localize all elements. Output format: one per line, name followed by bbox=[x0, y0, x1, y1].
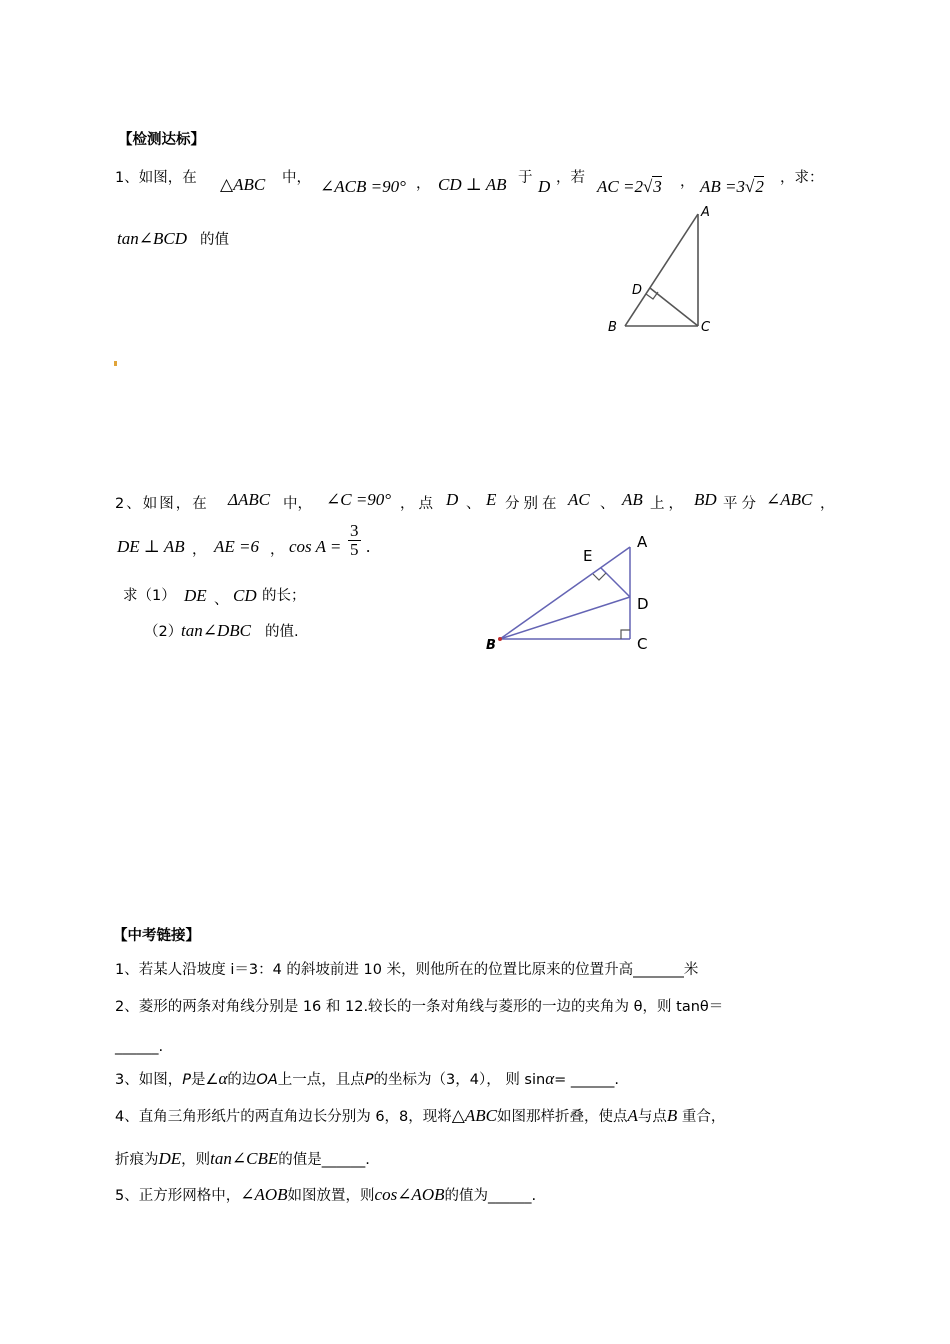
q1-point-d: D bbox=[538, 177, 551, 196]
q2-label-a: A bbox=[637, 533, 648, 551]
q1-ask-math: tan∠BCD bbox=[117, 229, 187, 248]
q1-comma1: ， bbox=[416, 176, 431, 192]
q2-zhong: 中， bbox=[283, 496, 312, 512]
q2-dun2: 、 bbox=[600, 496, 615, 512]
q2-segment-de bbox=[601, 568, 630, 597]
exam-question-1: 1、若某人沿坡度 i＝3：4 的斜坡前进 10 米，则他所在的位置比原来的位置升高_______米 bbox=[115, 962, 699, 978]
q2-c2: ， bbox=[270, 542, 285, 558]
q2-end1: ， bbox=[820, 496, 835, 512]
q1-qiu: ，求： bbox=[780, 170, 824, 186]
q2-fenbie: 分别在 bbox=[505, 496, 561, 512]
q2-angle: ∠C =90° bbox=[326, 490, 392, 509]
q1-label-c: C bbox=[701, 320, 711, 335]
q2-part1-cd: CD bbox=[233, 586, 257, 605]
q1-perp: CD ⊥ AB bbox=[438, 175, 507, 194]
exam-question-5: 5、正方形网格中，∠AOB如图放置，则cos∠AOB的值为______. bbox=[115, 1185, 537, 1204]
q2-cos: cos A = bbox=[289, 537, 342, 556]
q2-figure bbox=[480, 525, 670, 660]
q2-right-angle-e bbox=[593, 573, 606, 580]
stray-mark bbox=[114, 361, 117, 366]
q2-part2-math: tan∠DBC bbox=[181, 621, 251, 640]
q2-abc: ∠ABC bbox=[766, 490, 813, 509]
q2-point-b-dot bbox=[498, 637, 502, 641]
q2-dun: 、 bbox=[466, 496, 481, 512]
exam-question-4: 4、直角三角形纸片的两直角边长分别为 6，8，现将△ABC如图那样折叠，使点A与点B 重合， bbox=[115, 1106, 726, 1125]
q2-point-d: D bbox=[446, 490, 459, 509]
q2-ae: AE =6 bbox=[214, 537, 259, 556]
q2-triangle: ΔABC bbox=[228, 490, 271, 509]
q2-label-d: D bbox=[637, 595, 649, 613]
q1-ab-expr: AB =3√2 bbox=[700, 177, 764, 196]
q2-c1: ， bbox=[192, 542, 207, 558]
q2-de-perp: DE ⊥ AB bbox=[117, 537, 185, 556]
q2-bd: BD bbox=[694, 490, 717, 509]
q1-label-d: D bbox=[632, 283, 643, 298]
q2-part1-label: 求（1） bbox=[123, 588, 176, 604]
q2-dian: ，点 bbox=[400, 496, 437, 512]
q2-part1-dun: 、 bbox=[214, 592, 229, 608]
exam-question-2-blank: ______. bbox=[115, 1039, 164, 1055]
q2-intro: 2、如图，在 bbox=[115, 496, 209, 512]
q2-point-e: E bbox=[486, 490, 497, 509]
q2-period: . bbox=[366, 537, 371, 556]
q2-pingfen: 平分 bbox=[723, 496, 760, 512]
section-heading-check: 【检测达标】 bbox=[118, 132, 205, 148]
q2-shang: 上， bbox=[650, 496, 687, 512]
q2-right-angle-c bbox=[621, 630, 630, 639]
q1-intro: 1、如图，在 bbox=[115, 170, 197, 186]
q1-comma2: ， bbox=[680, 174, 695, 190]
exam-question-4-cont: 折痕为DE，则tan∠CBE的值是______. bbox=[115, 1149, 370, 1168]
q1-triangle: △ABC bbox=[220, 175, 266, 194]
q2-label-e: E bbox=[583, 547, 593, 565]
q2-part1-de: DE bbox=[184, 586, 207, 605]
q1-zhong: 中， bbox=[282, 170, 311, 186]
exam-question-3: 3、如图，P是∠α的边OA上一点，且点P的坐标为（3，4）， 则 sinα= ______. bbox=[115, 1069, 620, 1088]
q2-cos-fraction: $\frac{3}{5}$ bbox=[350, 521, 359, 559]
q2-ac: AC bbox=[568, 490, 590, 509]
q1-label-a: A bbox=[701, 205, 710, 220]
q2-part2-tail: 的值. bbox=[265, 624, 299, 640]
q2-part1-tail: 的长； bbox=[262, 588, 306, 604]
q1-ruo: ，若 bbox=[556, 170, 585, 186]
q2-side-ab bbox=[500, 547, 630, 639]
q1-yu: 于 bbox=[518, 170, 533, 186]
q1-label-b: B bbox=[608, 320, 617, 335]
q1-angle: ∠ACB =90° bbox=[320, 177, 406, 196]
q2-segment-bd bbox=[500, 597, 630, 639]
q2-label-b: B bbox=[486, 638, 496, 653]
q2-part2-label: （2） bbox=[144, 624, 183, 640]
q1-figure bbox=[600, 200, 730, 340]
section-heading-exam: 【中考链接】 bbox=[113, 928, 200, 944]
q2-label-c: C bbox=[637, 635, 648, 653]
q2-ab: AB bbox=[622, 490, 643, 509]
exam-question-2: 2、菱形的两条对角线分别是 16 和 12.较长的一条对角线与菱形的一边的夹角为 θ，则 tanθ＝ bbox=[115, 999, 724, 1015]
q1-ask-text: 的值 bbox=[200, 232, 229, 248]
q1-side-ab bbox=[625, 214, 698, 326]
q1-ac-expr: AC =2√3 bbox=[597, 177, 662, 196]
